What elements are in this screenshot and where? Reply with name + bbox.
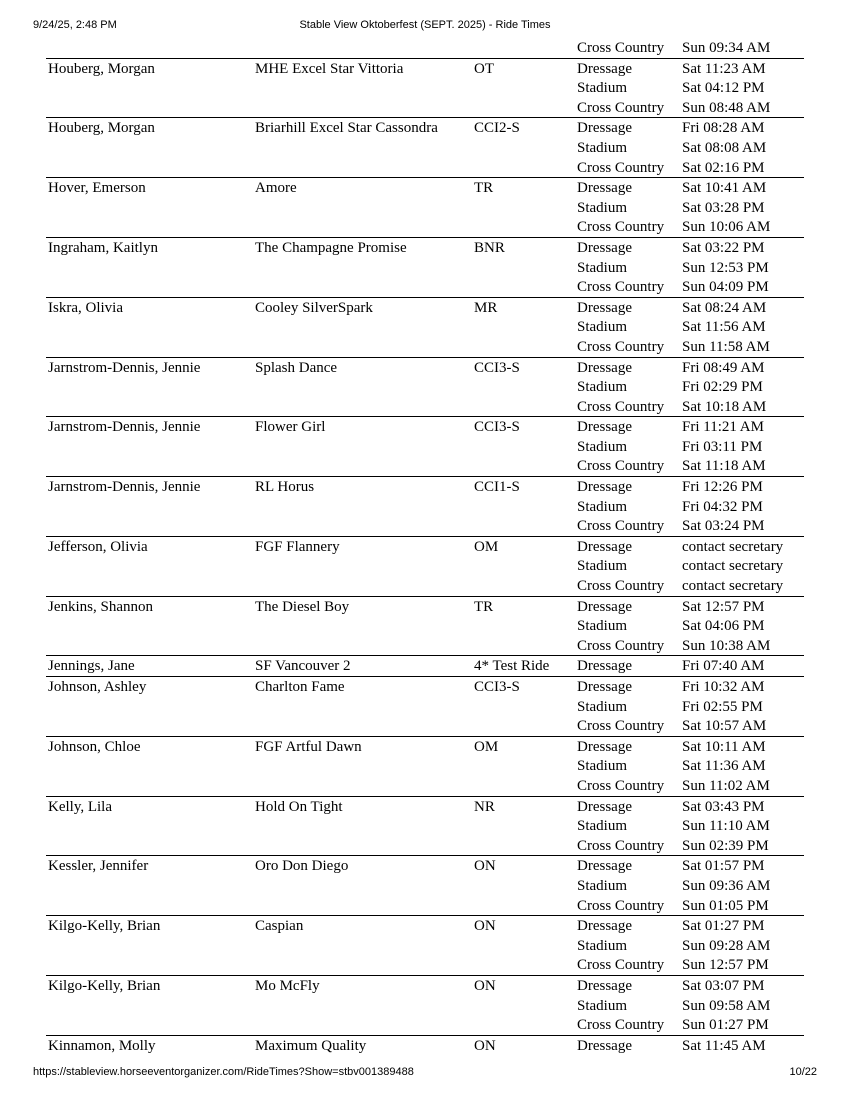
ride-line bbox=[46, 636, 804, 656]
ride-time: Sun 01:27 PM bbox=[682, 1017, 769, 1034]
ride-time: Sat 03:22 PM bbox=[682, 239, 765, 256]
ride-time: Sun 12:57 PM bbox=[682, 957, 769, 974]
division: CCI3-S bbox=[474, 419, 520, 436]
rider-name: Jarnstrom-Dennis, Jennie bbox=[48, 359, 201, 376]
ride-phase: Cross Country bbox=[577, 99, 665, 116]
ride-line bbox=[46, 298, 804, 318]
division: ON bbox=[474, 858, 496, 875]
horse-name: Cooley SilverSpark bbox=[255, 299, 373, 316]
division: CCI3-S bbox=[474, 679, 520, 695]
ride-line bbox=[46, 776, 804, 796]
ride-time: Sat 10:41 AM bbox=[682, 180, 767, 197]
table-row bbox=[46, 38, 804, 58]
ride-phase: Stadium bbox=[577, 438, 628, 455]
ride-phase: Stadium bbox=[577, 698, 628, 715]
table-row bbox=[46, 655, 804, 676]
division: NR bbox=[474, 798, 495, 815]
ride-line bbox=[46, 138, 804, 158]
ride-line bbox=[46, 556, 804, 576]
table-row bbox=[46, 58, 804, 118]
ride-time: Sat 10:18 AM bbox=[682, 398, 767, 415]
ride-phase: Stadium bbox=[577, 877, 628, 894]
ride-line bbox=[46, 656, 804, 676]
ride-phase: Stadium bbox=[577, 379, 628, 396]
rider-name: Jefferson, Olivia bbox=[48, 538, 148, 555]
ride-phase: Dressage bbox=[577, 1037, 632, 1054]
ride-phase: Dressage bbox=[577, 598, 632, 615]
ride-phase: Cross Country bbox=[577, 957, 665, 974]
ride-time: Sat 03:28 PM bbox=[682, 199, 765, 216]
ride-time: Sun 09:34 AM bbox=[682, 40, 771, 56]
ride-line bbox=[46, 916, 804, 936]
ride-phase: Cross Country bbox=[577, 159, 665, 176]
horse-name: Charlton Fame bbox=[255, 679, 345, 695]
ride-time: Sat 08:24 AM bbox=[682, 299, 767, 316]
ride-time: Sat 11:45 AM bbox=[682, 1037, 766, 1054]
ride-phase: Dressage bbox=[577, 538, 632, 555]
ride-line bbox=[46, 716, 804, 736]
ride-line bbox=[46, 996, 804, 1016]
ride-line bbox=[46, 955, 804, 975]
horse-name: FGF Artful Dawn bbox=[255, 738, 362, 755]
ride-time: Sat 12:57 PM bbox=[682, 598, 765, 615]
ride-line bbox=[46, 198, 804, 218]
ride-time: Sat 02:16 PM bbox=[682, 159, 765, 176]
horse-name: RL Horus bbox=[255, 479, 315, 496]
ride-time: Sat 03:43 PM bbox=[682, 798, 765, 815]
ride-phase: Cross Country bbox=[577, 279, 665, 296]
rider-name: Iskra, Olivia bbox=[48, 299, 123, 316]
ride-phase: Stadium bbox=[577, 937, 628, 954]
ride-line bbox=[46, 1015, 804, 1035]
ride-phase: Cross Country bbox=[577, 777, 665, 794]
ride-time: Fri 08:49 AM bbox=[682, 359, 765, 376]
table-row bbox=[46, 357, 804, 417]
ride-time: Sat 01:27 PM bbox=[682, 918, 765, 935]
ride-phase: Cross Country bbox=[577, 458, 665, 475]
ride-time: Sun 11:02 AM bbox=[682, 777, 770, 794]
ride-line bbox=[46, 118, 804, 138]
rider-name: Jennings, Jane bbox=[48, 658, 135, 675]
ride-time: Sat 03:07 PM bbox=[682, 977, 765, 994]
ride-time: Fri 04:32 PM bbox=[682, 498, 763, 515]
ride-time: Sun 09:58 AM bbox=[682, 997, 771, 1014]
ride-time: Sun 10:38 AM bbox=[682, 637, 771, 654]
table-row bbox=[46, 536, 804, 596]
ride-line bbox=[46, 238, 804, 258]
ride-time: Fri 07:40 AM bbox=[682, 658, 765, 675]
horse-name: SF Vancouver 2 bbox=[255, 658, 351, 675]
page-url: https://stableview.horseeventorganizer.com/RideTimes?Show=stbv001389488 bbox=[33, 1066, 414, 1078]
ride-phase: Stadium bbox=[577, 498, 628, 515]
ride-time: contact secretary bbox=[682, 558, 784, 575]
ride-time: Sat 08:08 AM bbox=[682, 139, 767, 156]
ride-time: Fri 10:32 AM bbox=[682, 679, 765, 695]
rider-name: Houberg, Morgan bbox=[48, 120, 155, 137]
ride-phase: Dressage bbox=[577, 738, 632, 755]
ride-line bbox=[46, 597, 804, 617]
print-datetime: 9/24/25, 2:48 PM bbox=[33, 19, 117, 31]
ride-time: Sun 12:53 PM bbox=[682, 259, 769, 276]
ride-time: Sat 04:12 PM bbox=[682, 80, 765, 97]
horse-name: The Diesel Boy bbox=[255, 598, 350, 615]
ride-time: Sun 10:06 AM bbox=[682, 219, 771, 236]
ride-line bbox=[46, 936, 804, 956]
ride-line bbox=[46, 217, 804, 237]
rider-name: Johnson, Chloe bbox=[48, 738, 141, 755]
ride-line bbox=[46, 397, 804, 417]
horse-name: MHE Excel Star Vittoria bbox=[255, 60, 404, 77]
ride-time: Sat 10:57 AM bbox=[682, 718, 767, 735]
horse-name: Briarhill Excel Star Cassondra bbox=[255, 120, 438, 137]
ride-phase: Stadium bbox=[577, 80, 628, 97]
horse-name: Hold On Tight bbox=[255, 798, 343, 815]
table-row bbox=[46, 596, 804, 656]
ride-phase: Dressage bbox=[577, 918, 632, 935]
division: CCI1-S bbox=[474, 479, 520, 496]
table-row bbox=[46, 297, 804, 357]
ride-line bbox=[46, 537, 804, 557]
ride-time: Sun 08:48 AM bbox=[682, 99, 771, 116]
ride-time: Sat 01:57 PM bbox=[682, 858, 765, 875]
ride-time: contact secretary bbox=[682, 538, 784, 555]
table-row bbox=[46, 796, 804, 856]
ride-time: Sat 03:24 PM bbox=[682, 518, 765, 535]
division: OM bbox=[474, 538, 499, 555]
ride-line bbox=[46, 896, 804, 916]
table-row bbox=[46, 855, 804, 915]
rider-name: Kinnamon, Molly bbox=[48, 1037, 156, 1054]
ride-line bbox=[46, 677, 804, 697]
ride-line bbox=[46, 756, 804, 776]
rider-name: Houberg, Morgan bbox=[48, 60, 155, 77]
ride-time: Sun 04:09 PM bbox=[682, 279, 769, 296]
ride-line bbox=[46, 417, 804, 437]
ride-line bbox=[46, 876, 804, 896]
rider-name: Jenkins, Shannon bbox=[48, 598, 153, 615]
document-title: Stable View Oktoberfest (SEPT. 2025) - Ride Times bbox=[299, 19, 551, 31]
ride-line bbox=[46, 337, 804, 357]
ride-phase: Dressage bbox=[577, 180, 632, 197]
horse-name: Maximum Quality bbox=[255, 1037, 367, 1054]
ride-phase: Cross Country bbox=[577, 637, 665, 654]
ride-time: Fri 02:55 PM bbox=[682, 698, 763, 715]
ride-phase: Dressage bbox=[577, 658, 632, 675]
table-row bbox=[46, 237, 804, 297]
ride-phase: Dressage bbox=[577, 120, 632, 137]
ride-line bbox=[46, 1036, 804, 1056]
ride-phase: Cross Country bbox=[577, 398, 665, 415]
ride-phase: Stadium bbox=[577, 758, 628, 775]
division: OT bbox=[474, 60, 494, 77]
ride-phase: Dressage bbox=[577, 858, 632, 875]
ride-phase: Stadium bbox=[577, 259, 628, 276]
ride-line bbox=[46, 816, 804, 836]
division: OM bbox=[474, 738, 499, 755]
table-row bbox=[46, 476, 804, 536]
ride-phase: Cross Country bbox=[577, 718, 665, 735]
division: ON bbox=[474, 918, 496, 935]
rider-name: Ingraham, Kaitlyn bbox=[48, 239, 158, 256]
division: TR bbox=[474, 180, 494, 197]
rider-name: Kilgo-Kelly, Brian bbox=[48, 918, 161, 935]
ride-time: Fri 08:28 AM bbox=[682, 120, 765, 137]
ride-time: Sat 11:23 AM bbox=[682, 60, 766, 77]
rider-name: Jarnstrom-Dennis, Jennie bbox=[48, 419, 201, 436]
ride-time: Fri 03:11 PM bbox=[682, 438, 763, 455]
division: CCI3-S bbox=[474, 359, 520, 376]
division: MR bbox=[474, 299, 498, 316]
ride-time: Fri 02:29 PM bbox=[682, 379, 763, 396]
ride-line bbox=[46, 38, 804, 58]
ride-time: contact secretary bbox=[682, 578, 784, 595]
rider-name: Kilgo-Kelly, Brian bbox=[48, 977, 161, 994]
ride-line bbox=[46, 737, 804, 757]
ride-line bbox=[46, 358, 804, 378]
ride-phase: Stadium bbox=[577, 319, 628, 336]
ride-line bbox=[46, 258, 804, 278]
rider-name: Johnson, Ashley bbox=[48, 679, 147, 695]
ride-line bbox=[46, 797, 804, 817]
ride-line bbox=[46, 497, 804, 517]
table-row bbox=[46, 915, 804, 975]
table-row bbox=[46, 1035, 804, 1056]
ride-phase: Cross Country bbox=[577, 518, 665, 535]
ride-line bbox=[46, 516, 804, 536]
ride-time: Sun 11:58 AM bbox=[682, 338, 770, 355]
ride-time: Sat 11:56 AM bbox=[682, 319, 766, 336]
table-row bbox=[46, 416, 804, 476]
ride-line bbox=[46, 158, 804, 178]
ride-phase: Cross Country bbox=[577, 897, 665, 914]
ride-phase: Dressage bbox=[577, 299, 632, 316]
horse-name: Splash Dance bbox=[255, 359, 338, 376]
print-footer bbox=[0, 1066, 850, 1082]
ride-line bbox=[46, 377, 804, 397]
ride-phase: Cross Country bbox=[577, 1017, 665, 1034]
table-row bbox=[46, 676, 804, 736]
horse-name: The Champagne Promise bbox=[255, 239, 407, 256]
ride-phase: Stadium bbox=[577, 558, 628, 575]
ride-time: Sat 10:11 AM bbox=[682, 738, 766, 755]
ride-times-table bbox=[46, 38, 804, 1055]
horse-name: Amore bbox=[255, 180, 297, 197]
ride-phase: Stadium bbox=[577, 618, 628, 635]
ride-phase: Dressage bbox=[577, 60, 632, 77]
ride-line bbox=[46, 697, 804, 717]
ride-phase: Stadium bbox=[577, 997, 628, 1014]
ride-line bbox=[46, 616, 804, 636]
table-row bbox=[46, 975, 804, 1035]
ride-phase: Dressage bbox=[577, 239, 632, 256]
page-number: 10/22 bbox=[789, 1066, 817, 1078]
ride-phase: Stadium bbox=[577, 818, 628, 835]
ride-phase: Stadium bbox=[577, 199, 628, 216]
division: ON bbox=[474, 977, 496, 994]
rider-name: Kessler, Jennifer bbox=[48, 858, 149, 875]
ride-line bbox=[46, 477, 804, 497]
ride-line bbox=[46, 317, 804, 337]
horse-name: Flower Girl bbox=[255, 419, 326, 436]
ride-phase: Dressage bbox=[577, 359, 632, 376]
ride-line bbox=[46, 456, 804, 476]
ride-line bbox=[46, 78, 804, 98]
ride-time: Sun 09:28 AM bbox=[682, 937, 771, 954]
division: ON bbox=[474, 1037, 496, 1054]
division: 4* Test Ride bbox=[474, 658, 550, 675]
ride-phase: Cross Country bbox=[577, 219, 665, 236]
horse-name: FGF Flannery bbox=[255, 538, 340, 555]
ride-line bbox=[46, 59, 804, 79]
ride-line bbox=[46, 437, 804, 457]
ride-time: Sun 02:39 PM bbox=[682, 837, 769, 854]
division: BNR bbox=[474, 239, 505, 256]
division: CCI2-S bbox=[474, 120, 520, 137]
ride-time: Fri 12:26 PM bbox=[682, 479, 763, 496]
rider-name: Jarnstrom-Dennis, Jennie bbox=[48, 479, 201, 496]
ride-time: Sun 09:36 AM bbox=[682, 877, 771, 894]
ride-line bbox=[46, 277, 804, 297]
ride-time: Sun 01:05 PM bbox=[682, 897, 769, 914]
ride-phase: Cross Country bbox=[577, 578, 665, 595]
table-row bbox=[46, 117, 804, 177]
ride-phase: Dressage bbox=[577, 479, 632, 496]
ride-phase: Dressage bbox=[577, 419, 632, 436]
horse-name: Caspian bbox=[255, 918, 304, 935]
ride-time: Sun 11:10 AM bbox=[682, 818, 770, 835]
table-row bbox=[46, 736, 804, 796]
ride-phase: Stadium bbox=[577, 139, 628, 156]
division: TR bbox=[474, 598, 494, 615]
ride-time: Sat 11:18 AM bbox=[682, 458, 766, 475]
ride-phase: Dressage bbox=[577, 679, 632, 695]
ride-line bbox=[46, 178, 804, 198]
table-row bbox=[46, 177, 804, 237]
ride-line bbox=[46, 98, 804, 118]
horse-name: Oro Don Diego bbox=[255, 858, 349, 875]
ride-phase: Dressage bbox=[577, 798, 632, 815]
ride-phase: Cross Country bbox=[577, 837, 665, 854]
ride-line bbox=[46, 576, 804, 596]
ride-time: Sat 04:06 PM bbox=[682, 618, 765, 635]
ride-line bbox=[46, 976, 804, 996]
print-header bbox=[0, 19, 850, 35]
ride-time: Sat 11:36 AM bbox=[682, 758, 766, 775]
ride-time: Fri 11:21 AM bbox=[682, 419, 764, 436]
ride-phase: Cross Country bbox=[577, 40, 665, 56]
ride-line bbox=[46, 856, 804, 876]
rider-name: Hover, Emerson bbox=[48, 180, 146, 197]
ride-phase: Dressage bbox=[577, 977, 632, 994]
ride-line bbox=[46, 836, 804, 856]
rider-name: Kelly, Lila bbox=[48, 798, 113, 815]
horse-name: Mo McFly bbox=[255, 977, 320, 994]
ride-phase: Cross Country bbox=[577, 338, 665, 355]
